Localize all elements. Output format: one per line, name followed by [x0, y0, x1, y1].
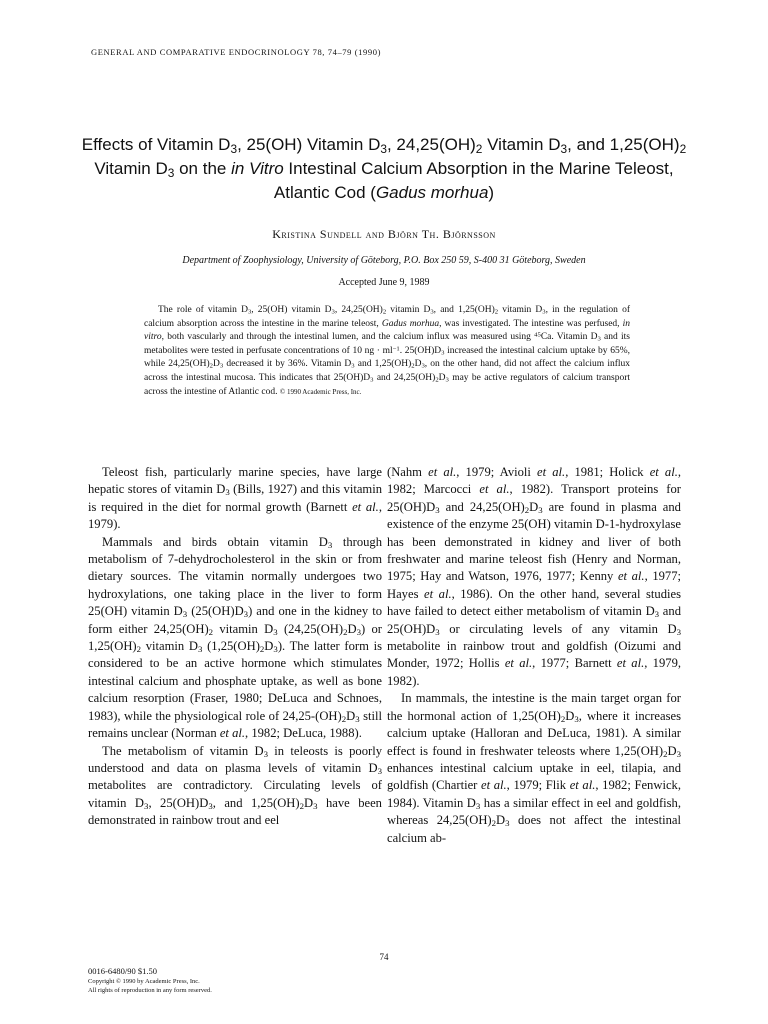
footer-copyright: Copyright © 1990 by Academic Press, Inc. [88, 978, 200, 985]
authors: Kristina Sundell and Björn Th. Björnsson [272, 227, 496, 241]
abstract: The role of vitamin $D_3$, 25(OH) vitamin $D_3$, $24,25(OH)_2$ vitamin $D_3$, and $1,25(OH)_2$ vitamin $D_3$, in the regulation of calcium absorption across the intestine in the marine teleost, Gadus morhua, was investigated. The intestine was perfused, in vitro, both vascularly and through the intestinal lumen, and the calcium influx was measured using $^{45}$Ca. Vitamin $D_3$ and its metabolites were tested in perfusate concentrations of 10 ng · $ml^{-1}$. $25(OH)D_3$ increased the intestinal calcium uptake by 65%, while $24,25(OH)_2D_3$ decreased it by 36%. Vitamin $D_3$ and $1,25(OH)_2D_3$, on the other hand, did not affect the calcium influx across the intestinal mucosa. This indicates that $25(OH)D_3$ and $24,25(OH)_2D_3$ may be active regulators of calcium transport across the intestine of Atlantic cod. © 1990 Academic Press, Inc. [144, 305, 631, 397]
page-number: 74 [379, 952, 389, 962]
paragraph: In mammals, the intestine is the main target organ for the hormonal action of $1,25(OH)_2D_3$, where it increases calcium uptake (Halloran and DeLuca, 1981). A similar effect is found in freshwater teleosts where $1,25(OH)_2D_3$ enhances intestinal calcium uptake in eel, tilapia, and goldfish (Chartier et al., 1979; Flik et al., 1982; Fenwick, 1984). Vitamin $D_3$ has a similar effect in eel and goldfish, whereas $24,25(OH)_2D_3$ does not affect the intestinal calcium ab- [387, 691, 682, 845]
paragraph: Teleost fish, particularly marine species, have large hepatic stores of vitamin $D_3$ (Bills, 1927) and this vitamin is required in the diet for normal growth (Barnett et al., 1979). [88, 465, 382, 532]
paragraph: The metabolism of vitamin $D_3$ in teleosts is poorly understood and data on plasma levels of vitamin $D_3$ metabolites are contradictory. Circulating levels of vitamin $D_3$, $25(OH)D_3$, and $1,25(OH)_2D_3$ have been demonstrated in rainbow trout and eel [88, 743, 382, 828]
footer [88, 966, 212, 995]
footer-rights: All rights of reproduction in any form reserved. [88, 987, 212, 994]
journal-reference: GENERAL AND COMPARATIVE ENDOCRINOLOGY 78, 74–79 (1990) [91, 47, 381, 57]
accepted-date: Accepted June 9, 1989 [338, 277, 430, 288]
abstract-copyright: © 1990 Academic Press, Inc. [279, 387, 362, 396]
body-column-left [88, 464, 382, 830]
body-column-right [387, 464, 681, 847]
article-title: Effects of Vitamin $D_3$, 25(OH) Vitamin $D_3$, $24,25(OH)_2$ Vitamin $D_3$, and $1,25(OH)_2$ Vitamin $D_3$ on the in Vitro Intestinal Calcium Absorption in the Marine Teleost, Atlantic Cod (Gadus morhua) [81, 135, 687, 202]
footer-issn: 0016-6480/90 $1.50 [88, 966, 157, 976]
paragraph: Mammals and birds obtain vitamin $D_3$ through metabolism of 7-dehydrocholesterol in the skin or from dietary sources. The vitamin normally undergoes two hydroxylations, one taking place in the liver to form 25(OH) vitamin $D_3$ $(25(OH)D_3)$ and one in the kidney to form either $24,25(OH)_2$ vitamin $D_3$ $(24,25(OH)_2D_3)$ or $1,25(OH)_2$ vitamin $D_3$ $(1,25(OH)_2D_3)$. The latter form is considered to be an active hormone which stimulates intestinal calcium and phosphate uptake, as well as bone calcium resorption (Fraser, 1980; DeLuca and Schnoes, 1983), while the physiological role of $24,25-(OH)_2D_3$ still remains unclear (Norman et al., 1982; DeLuca, 1988). [88, 534, 383, 741]
affiliation: Department of Zoophysiology, University of Göteborg, P.O. Box 250 59, S-400 31 Göteborg, Sweden [182, 255, 586, 266]
paragraph: (Nahm et al., 1979; Avioli et al., 1981; Holick et al., 1982; Marcocci et al., 1982). Transport proteins for $25(OH)D_3$ and $24,25(OH)_2D_3$ are found in plasma and existence of the enzyme 25(OH) vitamin D-1-hydroxylase has been demonstrated in kidney and liver of both freshwater and marine teleost fish (Henry and Norman, 1975; Hay and Watson, 1976, 1977; Kenny et al., 1977; Hayes et al., 1986). On the other hand, several studies have failed to detect either metabolism of vitamin $D_3$ and $25(OH)D_3$ or circulating levels of any vitamin $D_3$ metabolite in rainbow trout and goldfish (Oizumi and Monder, 1972; Hollis et al., 1977; Barnett et al., 1979, 1982). [387, 465, 682, 688]
